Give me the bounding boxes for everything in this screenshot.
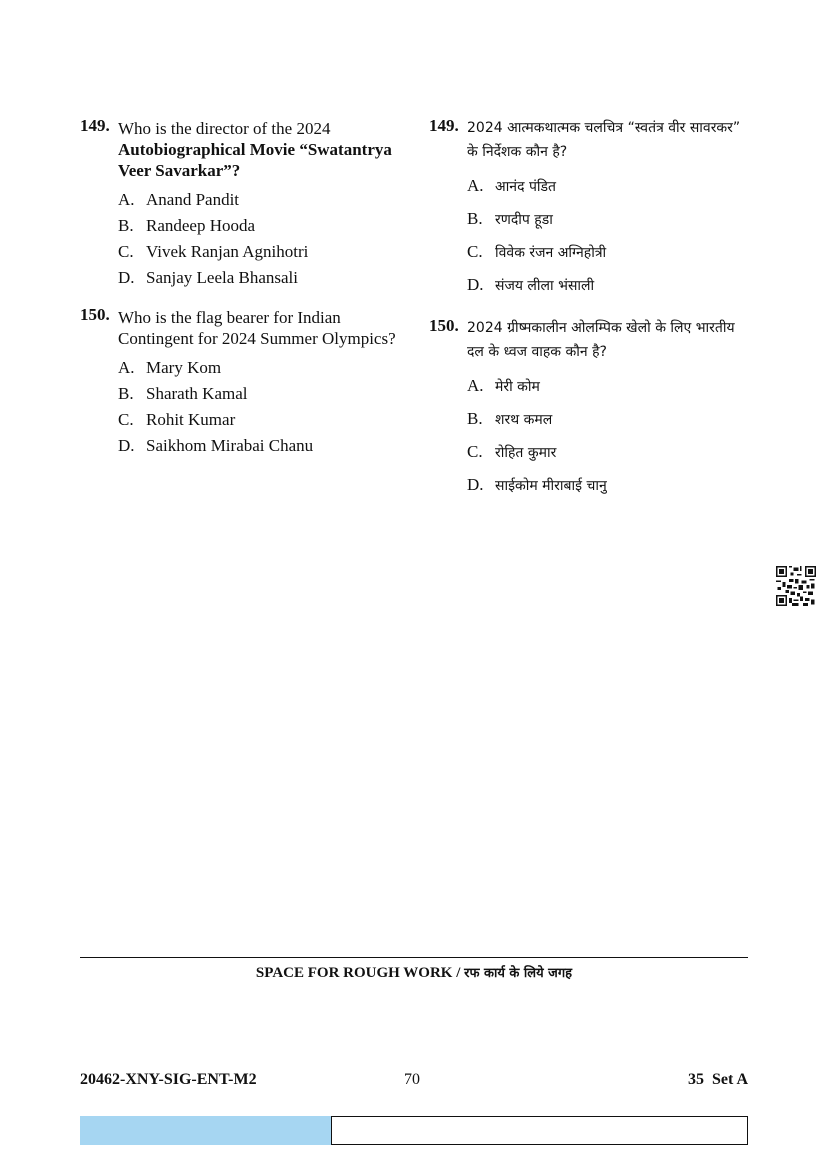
set-label: Set A bbox=[712, 1071, 748, 1088]
option-letter: D. bbox=[118, 268, 135, 287]
hindi-column bbox=[429, 116, 749, 502]
question-number: 150. bbox=[429, 316, 459, 335]
option-a bbox=[118, 187, 400, 213]
option-d bbox=[118, 265, 400, 291]
paper-code: 20462-XNY-SIG-ENT-M2 bbox=[80, 1071, 257, 1088]
page-number: 70 bbox=[404, 1071, 420, 1088]
option-b bbox=[118, 381, 400, 407]
option-b bbox=[118, 213, 400, 239]
option-letter: D. bbox=[118, 436, 135, 455]
option-letter: D. bbox=[467, 275, 484, 294]
option-text: रोहित कुमार bbox=[495, 445, 557, 461]
set-number: 35 bbox=[688, 1071, 704, 1088]
rough-work-label bbox=[80, 963, 748, 982]
option-a bbox=[118, 355, 400, 381]
options-list bbox=[118, 355, 400, 459]
question-text: 2024 आत्मकथात्मक चलचित्र “स्वतंत्र वीर सावरकर” के निर्देशक कौन है? bbox=[467, 120, 741, 160]
question-150-en bbox=[80, 305, 400, 459]
option-d bbox=[467, 469, 749, 502]
option-b bbox=[467, 403, 749, 436]
option-text: विवेक रंजन अग्निहोत्री bbox=[495, 245, 607, 261]
option-text: Anand Pandit bbox=[146, 190, 240, 209]
option-c bbox=[118, 407, 400, 433]
option-text: शरथ कमल bbox=[495, 412, 553, 428]
option-letter: A. bbox=[467, 176, 484, 195]
option-text: Sharath Kamal bbox=[146, 384, 248, 403]
set-info bbox=[688, 1071, 748, 1089]
option-a bbox=[467, 370, 749, 403]
options-list bbox=[118, 187, 400, 291]
question-text bbox=[118, 116, 400, 181]
option-letter: B. bbox=[118, 216, 134, 235]
question-number: 149. bbox=[80, 116, 110, 135]
footer-empty-box bbox=[331, 1116, 748, 1145]
option-letter: A. bbox=[467, 376, 484, 395]
question-text: 2024 ग्रीष्मकालीन ओलम्पिक खेलो के लिए भारतीय दल के ध्वज वाहक कौन है? bbox=[467, 320, 735, 360]
option-letter: A. bbox=[118, 190, 135, 209]
option-text: मेरी कोम bbox=[495, 379, 540, 395]
option-text: रणदीप हूडा bbox=[495, 212, 553, 228]
option-text: Vivek Ranjan Agnihotri bbox=[146, 242, 309, 261]
rough-work-label-en: SPACE FOR ROUGH WORK / bbox=[255, 965, 461, 981]
options-list bbox=[467, 170, 749, 302]
english-column bbox=[80, 116, 400, 459]
option-a bbox=[467, 170, 749, 203]
option-d bbox=[118, 433, 400, 459]
option-d bbox=[467, 269, 749, 302]
option-letter: B. bbox=[118, 384, 134, 403]
question-number: 150. bbox=[80, 305, 110, 324]
option-text: साईकोम मीराबाई चानु bbox=[495, 478, 607, 494]
option-letter: B. bbox=[467, 409, 483, 428]
option-c bbox=[467, 436, 749, 469]
option-text: Sanjay Leela Bhansali bbox=[146, 268, 299, 287]
option-text: Randeep Hooda bbox=[146, 216, 256, 235]
option-text: संजय लीला भंसाली bbox=[495, 278, 595, 294]
option-letter: B. bbox=[467, 209, 483, 228]
rough-work-divider bbox=[80, 957, 748, 958]
footer-color-bar bbox=[80, 1116, 331, 1145]
question-149-en bbox=[80, 116, 400, 291]
option-letter: C. bbox=[467, 242, 483, 261]
option-letter: C. bbox=[118, 242, 134, 261]
option-text: Mary Kom bbox=[146, 358, 222, 377]
option-letter: C. bbox=[467, 442, 483, 461]
option-c bbox=[467, 236, 749, 269]
options-list bbox=[467, 370, 749, 502]
question-text bbox=[118, 305, 400, 349]
option-text: आनंद पंडित bbox=[495, 179, 557, 195]
question-149-hi bbox=[429, 116, 749, 302]
option-text: Rohit Kumar bbox=[146, 410, 236, 429]
option-letter: D. bbox=[467, 475, 484, 494]
question-text-bold: Autobiographical Movie “Swatantrya Veer Savarkar”? bbox=[118, 140, 392, 180]
question-text-plain: Who is the director of the 2024 bbox=[118, 119, 331, 138]
qr-code-icon bbox=[776, 566, 816, 606]
question-150-hi bbox=[429, 316, 749, 502]
question-text-plain: Who is the flag bearer for Indian Contingent for 2024 Summer Olympics? bbox=[118, 308, 396, 348]
option-b bbox=[467, 203, 749, 236]
question-number: 149. bbox=[429, 116, 459, 135]
rough-work-label-hi: रफ कार्य के लिये जगह bbox=[464, 966, 573, 981]
option-letter: C. bbox=[118, 410, 134, 429]
option-text: Saikhom Mirabai Chanu bbox=[146, 436, 314, 455]
option-letter: A. bbox=[118, 358, 135, 377]
option-c bbox=[118, 239, 400, 265]
